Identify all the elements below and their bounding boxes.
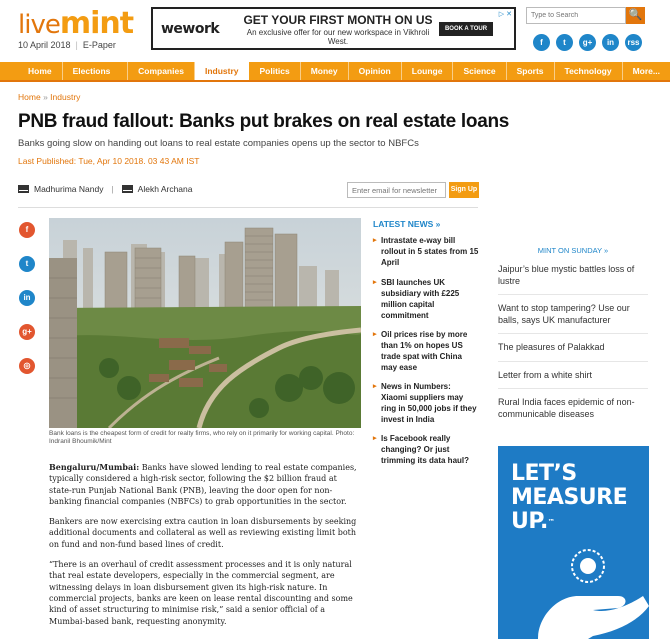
published-timestamp: Last Published: Tue, Apr 10 2018. 03 43 AM IST: [18, 156, 200, 166]
author-alekh-archana[interactable]: Alekh Archana: [137, 184, 193, 194]
share-facebook-icon[interactable]: f: [19, 222, 35, 238]
ad-headline: GET YOUR FIRST MONTH ON US: [243, 13, 433, 27]
latest-news-item[interactable]: ▸ Oil prices rise by more than 1% on hopes US trade spat with China may ease: [373, 329, 479, 373]
photo-caption: Bank loans is the cheapest form of credit for realty firms, who rely on it primarily for working capital. Photo: Indranil Bhoumik/Mint: [49, 430, 355, 445]
nav-lounge[interactable]: Lounge: [402, 62, 454, 80]
search-input[interactable]: [526, 7, 626, 24]
mail-icon[interactable]: [122, 185, 133, 193]
sidebar-ad[interactable]: [498, 446, 649, 639]
article-headline: PNB fraud fallout: Banks put brakes on real estate loans: [18, 111, 510, 132]
search-button[interactable]: [626, 7, 645, 24]
paragraph-2: Bankers are now exercising extra caution in loan disbursements by seeking additional documents and collateral as well as reviewing existing limit both on fund and non-fund based lines of credit.: [49, 517, 357, 549]
ad-slogan-line-2: MEASURE: [511, 485, 628, 510]
mint-on-sunday-item[interactable]: Jaipur’s blue mystic battles loss of lustre: [498, 264, 648, 295]
nav-sports[interactable]: Sports: [507, 62, 555, 80]
adchoices-icon[interactable]: ▷ ✕: [498, 11, 512, 18]
nav-companies[interactable]: Companies: [128, 62, 195, 80]
dateline: Bengaluru/Mumbai:: [49, 462, 140, 472]
hand-globe-icon: [498, 446, 649, 639]
article-subhead: Banks going slow on handing out loans to real estate companies opens up the sector to NBFCs: [18, 138, 419, 149]
ad-book-tour-button[interactable]: BOOK A TOUR: [439, 22, 493, 36]
livemint-logo[interactable]: [18, 6, 133, 41]
epaper-link[interactable]: E-Paper: [82, 40, 116, 50]
header-date: 10 April 2018 | E-Paper: [18, 40, 116, 50]
linkedin-icon[interactable]: in: [602, 34, 619, 51]
latest-news-title[interactable]: LATEST NEWS »: [373, 219, 441, 229]
mint-on-sunday-title[interactable]: MINT ON SUNDAY »: [537, 246, 609, 255]
article-photo: [49, 218, 361, 428]
latest-news-item[interactable]: ▸ Intrastate e-way bill rollout in 5 states from 15 April: [373, 235, 479, 268]
nav-underline: [0, 80, 670, 82]
paragraph-3: “There is an overhaul of credit assessment processes and it is only natural that real estate developers, especially in the commercial segment, are witnessing delays in loan disbursement given its high-risk nature. In commercial projects, banks are keen on lease rental discounting and some kind of asset structuring to minimise risk,” said a senior official of a Mumbai-based bank, requesting anonymity.: [49, 560, 353, 626]
mint-on-sunday-panel: [498, 246, 648, 435]
search-icon: 🔍: [628, 9, 643, 21]
share-reddit-icon[interactable]: ◎: [19, 358, 35, 374]
latest-news-item[interactable]: ▸ News in Numbers: Xiaomi suppliers may ring in 50,000 jobs if they invest in India: [373, 381, 479, 425]
nav-industry[interactable]: Industry: [195, 62, 250, 80]
author-madhurima-nandy[interactable]: Madhurima Nandy: [34, 184, 104, 194]
breadcrumb-separator: »: [43, 92, 48, 102]
rss-icon[interactable]: rss: [625, 34, 642, 51]
share-column: [19, 222, 35, 374]
top-ad-banner[interactable]: [151, 7, 516, 50]
breadcrumb-home[interactable]: Home: [18, 92, 41, 102]
divider: [18, 207, 478, 208]
newsletter-email-field[interactable]: [347, 182, 446, 198]
ad-brand-logo: wework: [161, 21, 220, 37]
latest-news-item[interactable]: ▸ Is Facebook really changing? Or just trimming its data haul?: [373, 433, 479, 466]
twitter-icon[interactable]: t: [556, 34, 573, 51]
edition-date: 10 April 2018: [18, 40, 71, 50]
share-google-plus-icon[interactable]: g+: [19, 324, 35, 340]
nav-more[interactable]: More...: [632, 66, 660, 76]
nav-money[interactable]: Money: [301, 62, 349, 80]
mint-on-sunday-item[interactable]: Letter from a white shirt: [498, 370, 648, 390]
author-line: Madhurima Nandy | Alekh Archana: [18, 184, 193, 194]
share-linkedin-icon[interactable]: in: [19, 290, 35, 306]
breadcrumb-industry[interactable]: Industry: [50, 92, 81, 102]
nav-technology[interactable]: Technology: [555, 62, 623, 80]
ad-slogan-line-3: UP.: [511, 509, 548, 534]
main-nav: [0, 62, 670, 94]
header-social-links: [533, 34, 642, 51]
breadcrumb: [18, 92, 80, 102]
paragraph-1: [49, 462, 361, 507]
mail-icon[interactable]: [18, 185, 29, 193]
paragraph-1-text: Banks have slowed lending to real estate companies, typically considered a high-risk sector, following the $2 billion fraud at state-run Punjab National Bank (PNB), leaving the door open for non-banking financial companies (NBFCs) to grab opportunities in the sector.: [49, 463, 357, 506]
ad-subtext: An exclusive offer for our new workspace in Vikhroli West.: [246, 28, 430, 46]
logo-live-text: live: [18, 10, 60, 40]
nav-elections-2018[interactable]: Elections 2018: [63, 62, 129, 80]
latest-news-item[interactable]: ▸ SBI launches UK subsidiary with £225 million capital commitment: [373, 277, 479, 321]
facebook-icon[interactable]: f: [533, 34, 550, 51]
nav-home[interactable]: Home: [0, 62, 63, 80]
mint-on-sunday-item[interactable]: The pleasures of Palakkad: [498, 342, 648, 362]
share-twitter-icon[interactable]: t: [19, 256, 35, 272]
mint-on-sunday-item[interactable]: Want to stop tampering? Use our balls, says UK manufacturer: [498, 303, 648, 334]
mint-on-sunday-item[interactable]: Rural India faces epidemic of non-communicable diseases: [498, 397, 635, 419]
google-plus-icon[interactable]: g+: [579, 34, 596, 51]
nav-science[interactable]: Science: [453, 62, 506, 80]
nav-opinion[interactable]: Opinion: [349, 62, 402, 80]
ad-trademark: ™: [547, 518, 555, 526]
ad-slogan-line-1: LET’S: [511, 461, 577, 486]
article-body: [49, 462, 361, 636]
newsletter-signup-button[interactable]: Sign Up: [449, 182, 479, 198]
nav-politics[interactable]: Politics: [249, 62, 300, 80]
latest-news-panel: [373, 219, 479, 474]
logo-mint-text: mint: [59, 6, 134, 41]
